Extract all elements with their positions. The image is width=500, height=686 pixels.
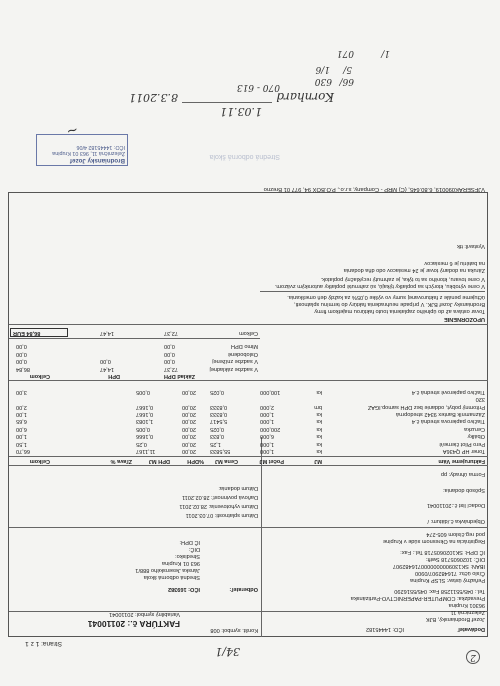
summary-cell-total: 0,00 xyxy=(16,358,27,365)
divider xyxy=(9,611,488,612)
summary-cell-label: Mimo DPH xyxy=(230,343,258,350)
registration-line: pod reg.číslom 605-274 xyxy=(426,531,485,537)
due-date: Dátum splatnosti: 07.03.2011 xyxy=(185,512,258,518)
notice-line: V cene výrobku, ktorých sa poplatky týkajú, sú zahrnuté poplatky autorským zväzom. xyxy=(274,283,485,289)
item-cell-price: 55,5833 xyxy=(210,448,231,454)
summary-cell-base: 0,00 xyxy=(164,343,175,350)
bank-line: DIČ: 1020605718 Swift: xyxy=(425,556,485,562)
supplier-line: Zeleznicná 11 xyxy=(450,609,485,615)
item-cell-vat_mj: 0,005 xyxy=(136,388,150,395)
item-cell-vat: 20,00 xyxy=(182,440,196,447)
item-cell-vat_mj: 0,25 xyxy=(136,440,147,447)
summary-cell-label: V sadzbe zníženej xyxy=(212,358,258,365)
item-cell-mj: ks xyxy=(316,388,322,395)
handwritten-number: 070 - 613 xyxy=(236,82,280,92)
item-cell-price: 5,5417 xyxy=(210,418,228,425)
item-cell-qty: 1,000 xyxy=(260,418,274,425)
handwritten-line xyxy=(182,102,272,103)
item-cell-total: 3,00 xyxy=(16,388,27,395)
customer-stredisko: Stredisko: xyxy=(175,553,200,559)
footer-software-line: VJFSERAK090019, 6.80.645, (C) MRP - Company, s.r.o., P.O.BOX 94, 977 01 Brezno xyxy=(263,186,485,192)
issue-date: Dátum vyhotovenia: 28.02.2011 xyxy=(179,503,258,509)
divider xyxy=(260,291,485,292)
handwritten-number: 5/ xyxy=(343,64,352,74)
item-cell-vat: 20,00 xyxy=(182,425,196,432)
item-cell-name: Záznamník Bantex 9342 stredoprná xyxy=(396,411,485,417)
handwritten-number: 071 xyxy=(336,48,354,58)
circled-note: 2 xyxy=(466,650,480,664)
item-cell-mj: ks xyxy=(316,433,322,440)
handwritten-number: 66/ xyxy=(339,76,354,86)
handwritten-signature: Kornhard xyxy=(276,90,334,104)
item-cell-vat: 20,00 xyxy=(182,403,196,410)
item-cell-total: 66,70 xyxy=(16,448,30,454)
item-cell-vat: 20,00 xyxy=(182,411,196,417)
summary-cell-vat: 14,47 xyxy=(100,366,114,372)
supplier-label: Dodávateľ xyxy=(457,626,485,632)
item-cell-name: 320 xyxy=(475,396,485,403)
item-cell-qty: 6,000 xyxy=(260,433,274,440)
col-header-vat-unit: DPH MJ xyxy=(148,458,170,464)
item-cell-mj: bm xyxy=(314,403,322,410)
item-cell-name: Toner HP Q436A xyxy=(442,448,485,454)
item-cell-total: 1,50 xyxy=(16,440,27,447)
bank-line: Peňažný ústav: SLSP Krupina xyxy=(410,577,485,583)
invoice-title: FAKTÚRA č.: 20110041 xyxy=(87,619,180,629)
summary-header-vat: DPH xyxy=(108,373,120,379)
item-cell-name: Ceruzka xyxy=(464,425,485,432)
summary-cell-base: 0,00 xyxy=(164,358,175,365)
col-header-item: Fakturujeme Vám xyxy=(438,458,485,464)
item-cell-total: 1,00 xyxy=(16,411,27,417)
order-number: Objednávka č./dátum: / xyxy=(427,518,485,524)
notice-line: Záruka na dodaný tovar je 24 mesiacov odo dňa dodania xyxy=(343,267,485,273)
issued-by: Vystavil: ttk xyxy=(456,243,485,249)
supplier-ico: IČO: 14445182 xyxy=(366,626,404,632)
notice-line: na batériu je 6 mesiacov xyxy=(424,260,485,266)
summary-header-base: Základ DPH xyxy=(163,373,195,379)
faded-stamp: Stredná odborná škola xyxy=(209,153,280,160)
bank-line: IBAN: SK1309000000000716482907 xyxy=(392,563,485,569)
item-cell-vat: 20,00 xyxy=(182,433,196,440)
constant-symbol: Konšt. symbol: 008 xyxy=(210,627,258,633)
item-cell-vat: 20,00 xyxy=(182,448,196,454)
divider xyxy=(9,527,488,528)
item-cell-total: 1,00 xyxy=(16,433,27,440)
supplier-line: 96301 Krupina xyxy=(448,602,485,608)
item-cell-name: Tlačivo papierové stredná č.4 xyxy=(411,388,485,395)
supplier-line: Jozef Brodnianský, BJK xyxy=(425,616,485,622)
divider xyxy=(9,465,488,466)
summary-total-label: Celkom xyxy=(239,330,258,336)
handwritten-number: 1/ xyxy=(381,48,390,58)
divider xyxy=(9,324,488,325)
summary-cell-label: Oslobodené xyxy=(227,350,258,357)
item-cell-total: 2,00 xyxy=(16,403,27,410)
variable-symbol: Variabilný symbol: 20110041 xyxy=(109,611,180,617)
company-stamp xyxy=(36,134,128,166)
summary-cell-total: 86,84 xyxy=(16,366,30,372)
handwritten-number: 1/6 xyxy=(315,64,330,74)
delivery-note: Dodací list č.:20110041 xyxy=(426,502,485,508)
item-cell-name: Prítomný pobyt, oddanie bez DPH samop.lGAZ xyxy=(367,403,485,410)
col-header-discount: Zľava % xyxy=(110,458,132,464)
customer-dic: DIČ: xyxy=(188,546,200,552)
item-cell-price: 0,025 xyxy=(210,425,224,432)
item-cell-qty: 2,000 xyxy=(260,403,274,410)
col-header-qty: Počet MJ xyxy=(259,458,284,464)
summary-header-total: Celkom xyxy=(29,373,50,379)
delivery-method: Spôsob dodania: xyxy=(443,487,485,493)
divider xyxy=(9,380,488,381)
item-cell-vat_mj: 1,1083 xyxy=(136,418,154,425)
notice-line: účtujeme penále z fakturovanej sumy vo výške 0,05% za každý deň omeškania. xyxy=(287,294,485,300)
summary-cell-total: 0,00 xyxy=(16,350,27,357)
payment-method: Forma úhrady: pp xyxy=(440,471,485,477)
summary-total-vat: 14,47 xyxy=(100,330,114,336)
item-cell-name: Obálky xyxy=(467,433,485,440)
item-cell-vat: 20,00 xyxy=(182,388,196,395)
summary-cell-total: 0,00 xyxy=(16,343,27,350)
customer-ico: IČO: 169382 xyxy=(167,586,200,592)
item-cell-vat_mj: 0,1667 xyxy=(136,411,154,417)
item-cell-name: Pero Pilot čierne/é xyxy=(439,440,485,447)
item-cell-qty: 200,000 xyxy=(260,425,281,432)
stamp-line: Železničná 11, 963 01 Krupina xyxy=(52,150,125,157)
item-cell-mj: ks xyxy=(316,425,322,432)
item-cell-total: 6,65 xyxy=(16,418,27,425)
divider xyxy=(9,338,260,339)
item-cell-name: Tlačivo papierova stredná č.4 xyxy=(411,418,485,425)
summary-cell-base: 0,00 xyxy=(164,350,175,357)
customer-line: Stredná odborná škola xyxy=(143,574,200,580)
supplier-line: Tel.: 045/5511258 Fax: 045/5516290 xyxy=(394,588,485,594)
summary-cell-vat: 0,00 xyxy=(100,358,111,365)
item-cell-mj: ks xyxy=(316,418,322,425)
handwritten-signature: ~ xyxy=(64,120,80,140)
item-cell-price: 0,8333 xyxy=(210,403,228,410)
item-cell-qty: 1,000 xyxy=(260,448,274,454)
handwritten-number: 630 xyxy=(314,76,332,86)
customer-line: 963 01 Krupina xyxy=(162,560,200,566)
item-cell-qty: 1,000 xyxy=(260,411,274,417)
notice-title: UPOZORNENIE xyxy=(443,316,485,322)
col-header-unit: MJ xyxy=(314,458,322,464)
item-cell-price: 1,25 xyxy=(210,440,221,447)
stamp-line: IČO: 14445182 4/06 xyxy=(76,144,125,150)
summary-total-base: 72,37 xyxy=(164,330,178,336)
summary-cell-label: V sadzbe základnej xyxy=(209,366,258,372)
summary-grand-total: 86,84 EUR xyxy=(10,328,68,337)
item-cell-vat_mj: 0,1667 xyxy=(136,403,154,410)
page-number-label: Strana: 1 z 1 xyxy=(25,640,62,647)
handwritten-date: 1.03.11 xyxy=(220,105,262,118)
item-cell-vat: 20,00 xyxy=(182,418,196,425)
item-cell-total: 6,00 xyxy=(16,425,27,432)
item-cell-price: 0,833 xyxy=(210,433,224,440)
registration-line: Registrácia na Okresnom súde v Krupine xyxy=(383,538,485,544)
item-cell-mj: ks xyxy=(316,411,322,417)
item-cell-price: 0,8333 xyxy=(210,411,228,417)
item-cell-mj: ks xyxy=(316,448,322,454)
notice-line: Tovar ostáva až do úplného zaplatenia touto faktúrou majetkom firmy xyxy=(314,308,485,314)
item-cell-qty: 1,000 xyxy=(260,440,274,447)
notice-line: Brodniansky Jozef BJK. V prípade neuhradenia faktúry do termínu splatnosti, xyxy=(294,301,485,307)
item-cell-mj: ks xyxy=(316,440,322,447)
stamp-name: Brodniansky Jozef xyxy=(69,157,125,164)
handwritten-date: 8.3.2011 xyxy=(129,91,178,104)
item-cell-vat_mj: 0,1666 xyxy=(136,433,154,440)
supplier-line: Prevadzka: COMPUTER-PAPERNICTVO-Partizánska xyxy=(350,595,485,601)
tax-date: Daňová povinnosť: 28.02.2011 xyxy=(181,494,258,500)
item-cell-vat_mj: 11,1167 xyxy=(136,448,156,454)
notice-line: V cene tovaru, ktorého sa to týka, je zahrnutý recyklačný poplatok. xyxy=(320,276,485,282)
summary-cell-base: 72,37 xyxy=(164,366,178,372)
bank-line: Číslo účtu: 716482907/0900 xyxy=(415,570,485,576)
divider xyxy=(9,456,488,457)
customer-label: Odberateľ: xyxy=(229,586,258,592)
bank-line: IČ DPH: SK1020605718 Tel.: Fax: xyxy=(400,549,485,555)
item-cell-vat_mj: 0,005 xyxy=(136,425,150,432)
col-header-vat-rate: %DPH xyxy=(187,458,204,464)
col-header-price: Cena MJ xyxy=(214,458,238,464)
divider xyxy=(261,437,262,637)
customer-ic-dph: IČ DPH: xyxy=(179,539,200,545)
col-header-total: Celkom xyxy=(29,458,50,464)
customer-line: Jánska Jesenského 888/1 xyxy=(135,567,200,573)
item-cell-qty: 100,000 xyxy=(260,388,281,395)
delivery-date: Dátum dodania: xyxy=(218,485,258,491)
margin-handwritten-note: 34/1 xyxy=(215,645,240,658)
item-cell-price: 0,025 xyxy=(210,388,224,395)
